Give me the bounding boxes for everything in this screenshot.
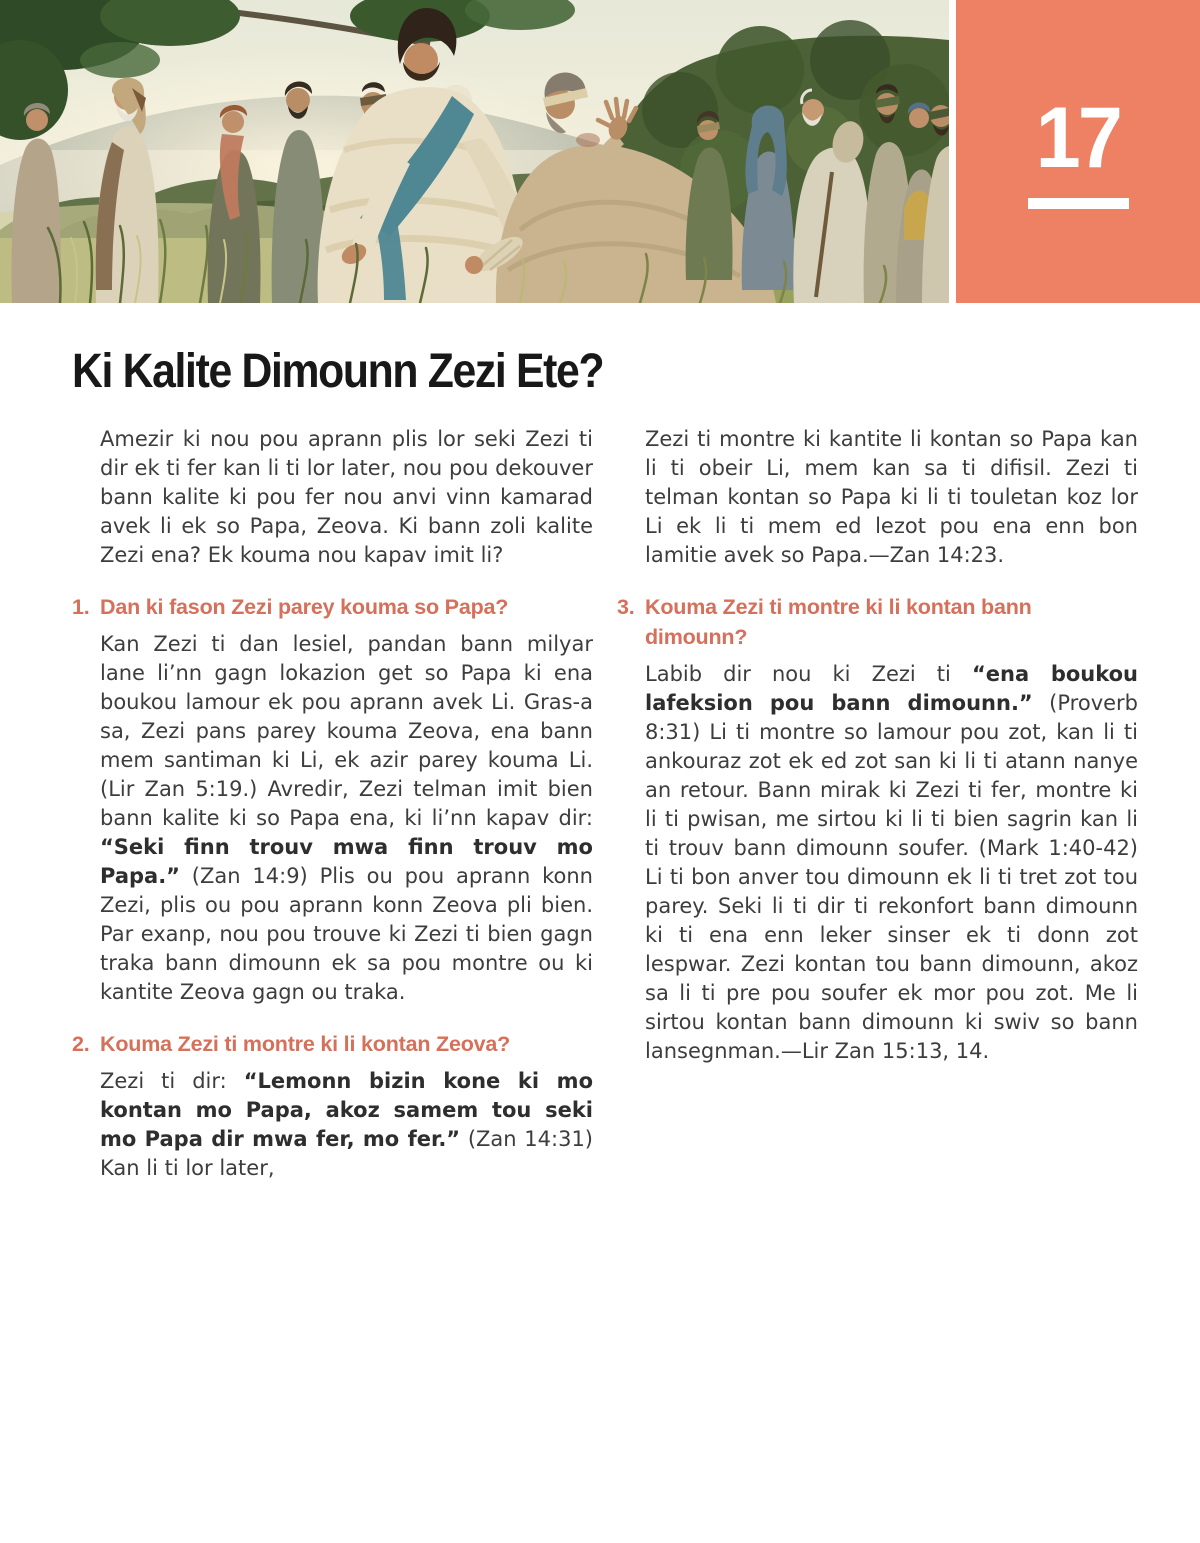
question-number: 1.: [72, 595, 90, 620]
column-right: [617, 425, 1138, 1066]
question-heading: [72, 1029, 593, 1059]
lesson-banner: [0, 0, 1200, 303]
scripture-quote-bold: “Seki finn trouv mwa finn trouv mo Papa.”: [100, 835, 593, 889]
paragraph-text: (Proverb 8:31) Li ti montre so lamour pou zot, kan li ti ankouraz zot ek ed zot san ki li ti atann nanye an retour. Bann mirak ki Zezi ti fer, montre ki li ti pwisan, me sirtou ki li ti bien sagrin kan li ti trouv bann dimounn soufer. (Mark 1:40-42) Li ti bon anver tou dimounn ek li ti tret zot tou parey. Seki li ti dir ti rekonfort bann dimounn ki ti ena enn leker sinser ek ti donn zot lespwar. Zezi kontan tou bann dimounn, akoz sa li ti pre pou soufer ek mor pou zot. Me li sirtou kontan bann dimounn ki swiv so bann lansegnman.—Lir Zan 15:13, 14.: [645, 691, 1139, 1064]
text-columns: [72, 425, 1138, 1183]
lesson-number-underline: [1028, 198, 1129, 209]
lesson-number: 17: [1035, 89, 1121, 186]
body-paragraph: [100, 630, 593, 1007]
question-number: 2.: [72, 1032, 90, 1057]
paragraph-text: (Zan 14:31) Kan li ti lor later,: [100, 1127, 594, 1181]
lesson-photo: [0, 0, 949, 303]
question-text: Kouma Zezi ti montre ki li kontan Zeova?: [100, 1032, 511, 1057]
body-paragraph: [645, 425, 1138, 570]
question-number: 3.: [617, 595, 635, 620]
scripture-quote-bold: “ena boukou lafeksion pou bann dimounn.”: [645, 662, 1139, 716]
scripture-quote-bold: “Lemonn bizin kone ki mo kontan mo Papa, akoz samem tou seki mo Papa dir mwa fer, mo fer.”: [100, 1069, 593, 1152]
body-paragraph: [100, 425, 593, 570]
question-heading: [617, 592, 1138, 652]
lesson-number-badge: [956, 0, 1200, 303]
jesus-holding-hand: [465, 256, 483, 274]
paragraph-text: Zezi ti montre ki kantite li kontan so Papa kan li ti obeir Li, mem kan sa ti difisil. Zezi ti telman kontan so Papa ki li ti touletan koz lor Li ek li ti mem ed lezot pou ena enn bon lamitie avek so Papa.—Zan 14:23.: [645, 427, 1138, 568]
paragraph-text: Labib dir nou ki Zezi ti: [645, 662, 972, 687]
question-heading: [72, 592, 593, 622]
paragraph-text: (Zan 14:9) Plis ou pou aprann konn Zezi, plis ou pou aprann konn Zeova pli bien. Par exanp, nou pou trouve ki Zezi ti bien gagn traka bann dimounn ek sa pou montre ou ki kantite Zeova gagn ou traka.: [100, 864, 593, 1005]
body-paragraph: [100, 1067, 593, 1183]
paragraph-text: Kan Zezi ti dan lesiel, pandan bann milyar lane li’nn gagn lokazion get so Papa ki ena boukou lamour ek pou aprann avek Li. Gras-a sa, Zezi pans parey kouma Zeova, ena bann mem santiman ki Li, ek azir parey kouma Li. (Lir Zan 5:19.) Avredir, Zezi telman imit bien bann kalite ki so Papa ena, ki li’nn kapav dir:: [100, 632, 593, 831]
paragraph-text: Amezir ki nou pou aprann plis lor seki Zezi ti dir ek ti fer kan li ti lor later, nou pou dekouver bann kalite ki pou fer nou anvi vinn kamarad avek li ek so Papa, Zeova. Ki bann zoli kalite Zezi ena? Ek kouma nou kapav imit li?: [100, 427, 593, 568]
column-left: [72, 425, 593, 1183]
question-text: Dan ki fason Zezi parey kouma so Papa?: [100, 595, 509, 620]
page-title: Ki Kalite Dimounn Zezi Ete?: [72, 345, 604, 398]
jesus-healing-scene-illustration: [0, 0, 949, 303]
body-paragraph: [645, 660, 1138, 1066]
banner-divider: [949, 0, 956, 303]
lesson-content: [0, 347, 1200, 1183]
question-text: Kouma Zezi ti montre ki li kontan bann dimounn?: [645, 595, 1032, 650]
paragraph-text: Zezi ti dir:: [100, 1069, 244, 1094]
